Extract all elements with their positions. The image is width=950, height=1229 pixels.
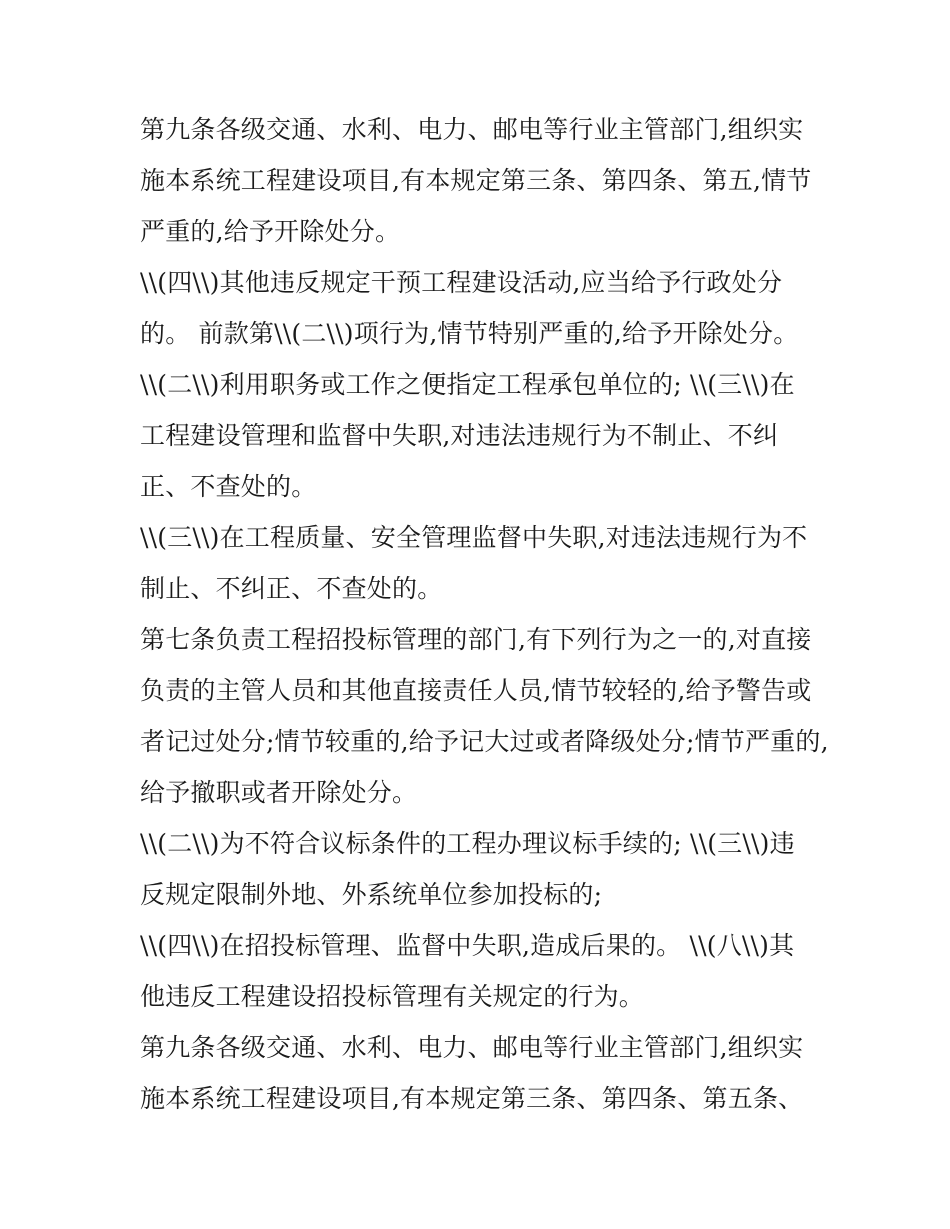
text-line: \\(三\\)在工程质量、安全管理监督中失职,对违法违规行为不 xyxy=(140,523,808,552)
text-line: 第七条负责工程招投标管理的部门,有下列行为之一的,对直接 xyxy=(140,625,812,654)
text-line: 严重的,给予开除处分。 xyxy=(140,217,401,246)
text-line: 给予撤职或者开除处分。 xyxy=(140,778,418,807)
text-line: \\(二\\)为不符合议标条件的工程办理议标手续的; \\(三\\)违 xyxy=(140,829,795,858)
text-line: 反规定限制外地、外系统单位参加投标的; xyxy=(140,880,603,909)
text-line: \\(二\\)利用职务或工作之便指定工程承包单位的; \\(三\\)在 xyxy=(140,370,795,399)
text-line: 正、不查处的。 xyxy=(140,472,317,501)
text-line: \\(四\\)其他违反规定干预工程建设活动,应当给予行政处分 xyxy=(140,268,783,297)
text-line: 制止、不纠正、不查处的。 xyxy=(140,574,443,603)
text-line: 的。 前款第\\(二\\)项行为,情节特别严重的,给予开除处分。 xyxy=(140,319,799,348)
text-line: 施本系统工程建设项目,有本规定第三条、第四条、第五,情节 xyxy=(140,166,812,195)
text-line: 者记过处分;情节较重的,给予记大过或者降级处分;情节严重的, xyxy=(140,727,829,756)
text-line: 工程建设管理和监督中失职,对违法违规行为不制止、不纠 xyxy=(140,421,779,450)
text-line: \\(四\\)在招投标管理、监督中失职,造成后果的。 \\(八\\)其 xyxy=(140,931,795,960)
text-line: 他违反工程建设招投标管理有关规定的行为。 xyxy=(140,982,645,1011)
text-line: 负责的主管人员和其他直接责任人员,情节较轻的,给予警告或 xyxy=(140,676,812,705)
text-line: 施本系统工程建设项目,有本规定第三条、第四条、第五条、 xyxy=(140,1084,804,1113)
text-line: 第九条各级交通、水利、电力、邮电等行业主管部门,组织实 xyxy=(140,115,804,144)
text-line: 第九条各级交通、水利、电力、邮电等行业主管部门,组织实 xyxy=(140,1033,804,1062)
